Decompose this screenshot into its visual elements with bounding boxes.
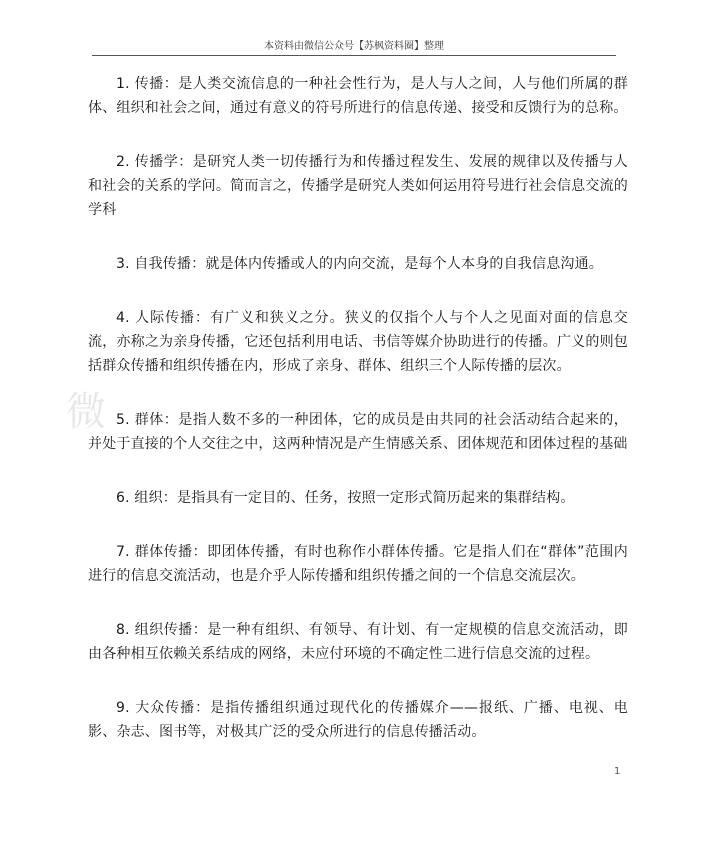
- definition-paragraph-7: 7. 群体传播：即团体传播，有时也称作小群体传播。它是指人们在“群体”范围内进行的信息交流活动，也是介乎人际传播和组织传播之间的一个信息交流层次。: [88, 544, 628, 584]
- definition-paragraph-5: 5. 群体：是指人数不多的一种团体，它的成员是由共同的社会活动结合起来的，并处于直接的个人交往之中，这两种情况是产生情感关系、团体规范和团体过程的基础: [88, 412, 628, 452]
- header-divider: [92, 55, 616, 56]
- definition-paragraph-1: 1. 传播：是人类交流信息的一种社会性行为，是人与人之间，人与他们所属的群体、组织和社会之间，通过有意义的符号所进行的信息传递、接受和反馈行为的总称。: [88, 76, 628, 116]
- page-header: 本资料由微信公众号【苏枫资料圈】整理: [264, 41, 444, 52]
- definition-paragraph-9: 9. 大众传播：是指传播组织通过现代化的传播媒介——报纸、广播、电视、电影、杂志、图书等，对极其广泛的受众所进行的信息传播活动。: [88, 700, 628, 740]
- page-number: 1: [614, 766, 621, 777]
- definition-paragraph-2: 2. 传播学：是研究人类一切传播行为和传播过程发生、发展的规律以及传播与人和社会的关系的学问。简而言之，传播学是研究人类如何运用符号进行社会信息交流的学科: [88, 154, 628, 218]
- definition-paragraph-6: 6. 组织：是指具有一定目的、任务，按照一定形式简历起来的集群结构。: [116, 490, 575, 506]
- definition-paragraph-4: 4. 人际传播：有广义和狭义之分。狭义的仅指个人与个人之见面对面的信息交流，亦称之为亲身传播，它还包括利用电话、书信等媒介协助进行的传播。广义的则包括群众传播和组织传播在内，形成了亲身、群体、组织三个人际传播的层次。: [88, 310, 628, 374]
- definition-paragraph-8: 8. 组织传播：是一种有组织、有领导、有计划、有一定规模的信息交流活动，即由各种相互依赖关系结成的网络，未应付环境的不确定性二进行信息交流的过程。: [88, 622, 628, 662]
- definition-paragraph-3: 3. 自我传播：就是体内传播或人的内向交流，是每个人本身的自我信息沟通。: [116, 256, 604, 272]
- watermark: 微: [66, 389, 110, 435]
- document-body: [88, 72, 628, 772]
